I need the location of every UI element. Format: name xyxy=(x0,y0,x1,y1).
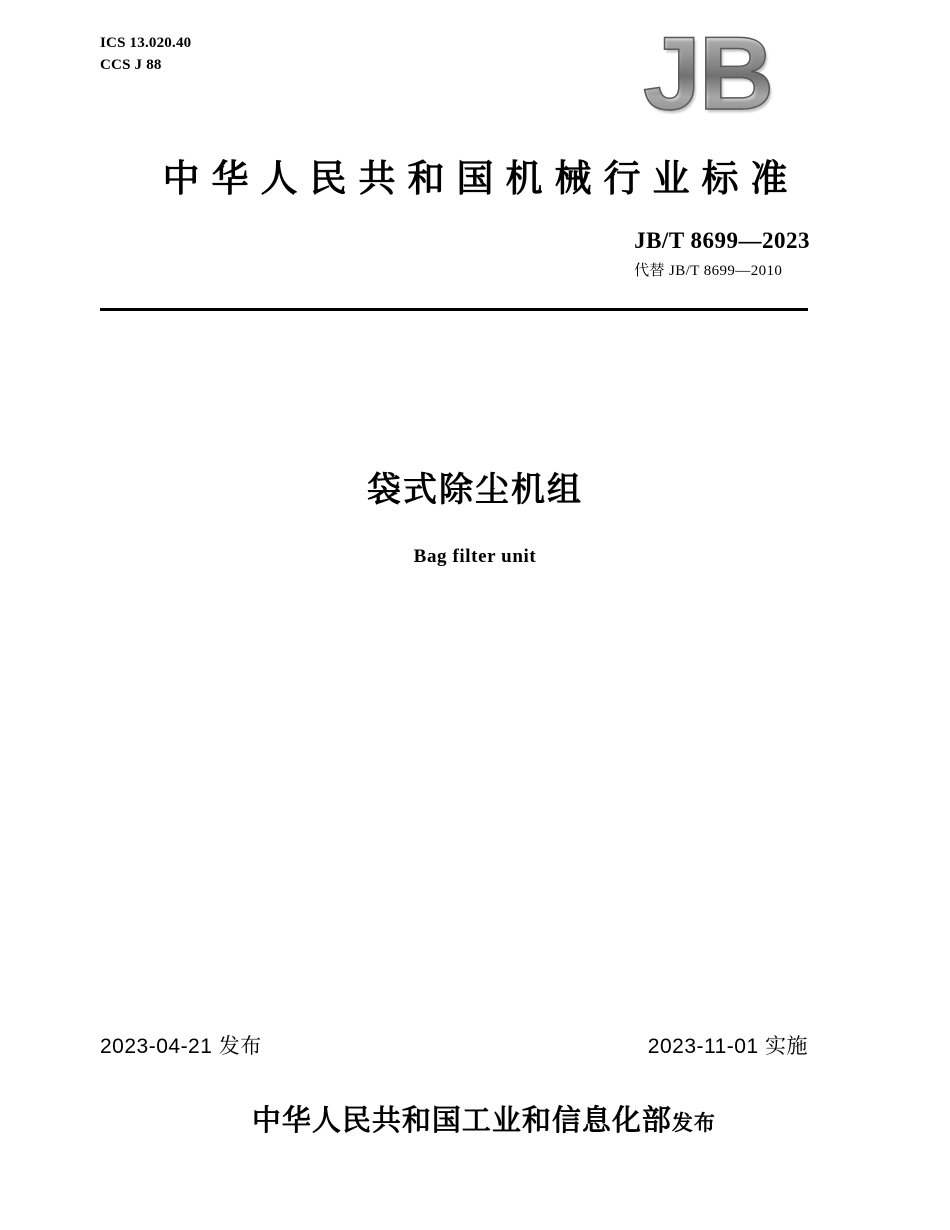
issuer-org: 中华人民共和国工业和信息化部 xyxy=(251,1105,672,1137)
standard-number: JB/T 8699—2023 xyxy=(634,228,810,253)
jb-logo: JB xyxy=(643,16,772,132)
standard-replaces: 代替 JB/T 8699—2010 xyxy=(634,263,783,279)
effective-date: 2023-11-01 实施 xyxy=(647,1035,808,1058)
document-title-en: Bag filter unit xyxy=(413,546,537,567)
document-title-cn: 袋式除尘机组 xyxy=(367,471,583,509)
standard-number-block xyxy=(634,228,810,280)
issuer-line xyxy=(0,1080,950,1157)
classification-codes xyxy=(100,32,191,76)
issuer-verb: 发布 xyxy=(671,1112,716,1135)
authority-title: 中华人民共和国机械行业标准 xyxy=(162,158,800,199)
header-divider xyxy=(100,308,808,311)
ccs-code: CCS J 88 xyxy=(100,57,162,73)
date-row xyxy=(100,1030,808,1060)
ics-code: ICS 13.020.40 xyxy=(100,35,192,51)
issue-date: 2023-04-21 发布 xyxy=(100,1035,262,1058)
